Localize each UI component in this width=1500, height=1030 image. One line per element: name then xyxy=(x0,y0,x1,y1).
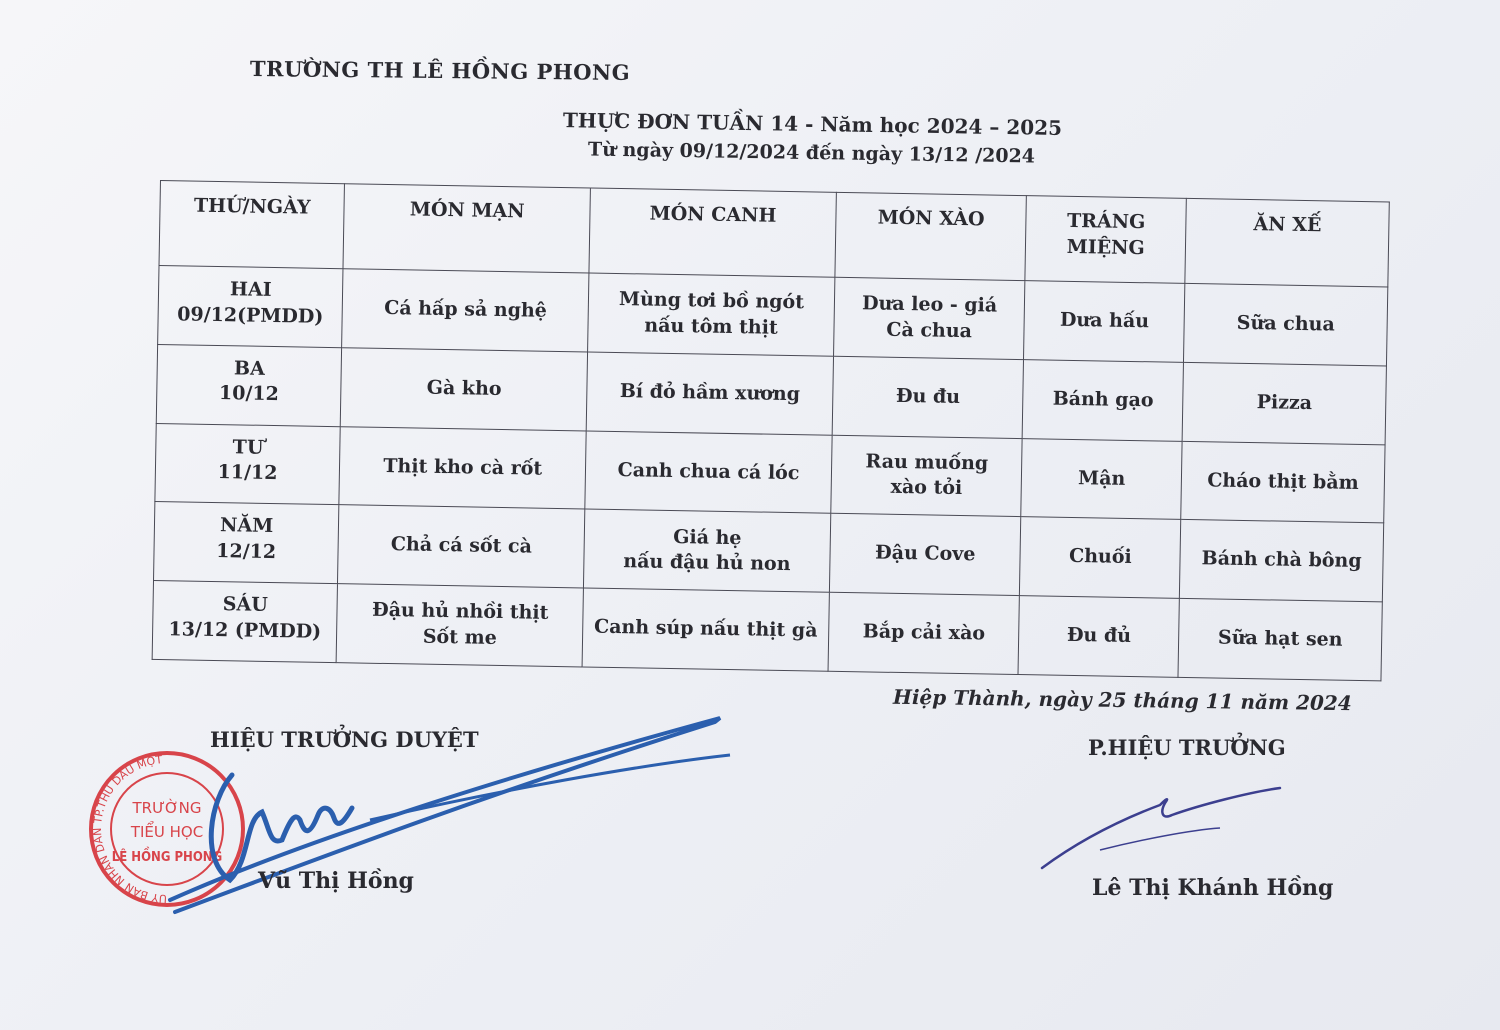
principal-title: HIỆU TRƯỞNG DUYỆT xyxy=(210,727,479,752)
vice-principal-name: Lê Thị Khánh Hồng xyxy=(1092,875,1334,901)
menu-table xyxy=(152,180,1390,681)
stir-fry-cell: Bắp cải xào xyxy=(828,592,1020,674)
header-soup: MÓN CANH xyxy=(589,188,836,277)
day-cell: TƯ 11/12 xyxy=(155,423,341,505)
soup-cell: Canh chua cá lóc xyxy=(585,431,832,514)
dessert-cell: Chuối xyxy=(1020,517,1181,599)
main-dish-cell: Đậu hủ nhồi thịt Sốt me xyxy=(336,584,583,667)
stamp-ring-text: UỶ BAN NHÂN DÂN TP.THỦ DẦU MỘT xyxy=(90,753,168,906)
header-day: THỨ/NGÀY xyxy=(159,181,345,269)
stir-fry-cell: Rau muống xào tỏi xyxy=(831,435,1023,517)
vice-principal-title: P.HIỆU TRƯỞNG xyxy=(1088,735,1286,760)
stir-fry-cell: Dưa leo - giá Cà chua xyxy=(833,277,1025,359)
header-stir-fry: MÓN XÀO xyxy=(835,192,1027,280)
school-stamp xyxy=(85,745,250,915)
stamp-line: LÊ HỒNG PHONG xyxy=(111,850,223,865)
stamp-line: TIỂU HỌC xyxy=(130,823,204,841)
day-cell: SÁU 13/12 (PMDD) xyxy=(152,581,338,663)
school-name: TRƯỜNG TH LÊ HỒNG PHONG xyxy=(249,56,631,85)
dessert-cell: Dưa hấu xyxy=(1024,281,1185,363)
main-dish-cell: Cá hấp sả nghệ xyxy=(342,269,589,352)
header-main-dish: MÓN MẠN xyxy=(343,184,590,273)
dessert-cell: Bánh gạo xyxy=(1023,359,1184,441)
menu-title: THỰC ĐƠN TUẦN 14 - Năm học 2024 – 2025 xyxy=(562,108,1063,140)
dessert-cell: Mận xyxy=(1021,438,1182,520)
header-dessert: TRÁNG MIỆNG xyxy=(1025,196,1186,284)
day-cell: BA 10/12 xyxy=(156,344,342,426)
stir-fry-cell: Đậu Cove xyxy=(829,514,1021,596)
signing-dateline: Hiệp Thành, ngày 25 tháng 11 năm 2024 xyxy=(892,684,1352,716)
snack-cell: Sữa chua xyxy=(1184,283,1388,365)
soup-cell: Canh súp nấu thịt gà xyxy=(582,588,829,671)
soup-cell: Mùng tơi bồ ngót nấu tôm thịt xyxy=(588,273,835,356)
snack-cell: Sữa hạt sen xyxy=(1178,599,1382,681)
soup-cell: Bí đỏ hầm xương xyxy=(586,352,833,435)
principal-name: Vũ Thị Hồng xyxy=(258,868,414,894)
menu-date-range: Từ ngày 09/12/2024 đến ngày 13/12 /2024 xyxy=(587,138,1036,168)
main-dish-cell: Chả cá sốt cà xyxy=(338,505,585,588)
snack-cell: Pizza xyxy=(1182,362,1386,444)
soup-cell: Giá hẹ nấu đậu hủ non xyxy=(584,509,831,592)
stamp-line: TRƯỜNG xyxy=(132,799,202,817)
snack-cell: Bánh chà bông xyxy=(1180,520,1384,602)
main-dish-cell: Thịt kho cà rốt xyxy=(339,426,586,509)
main-dish-cell: Gà kho xyxy=(341,347,588,430)
stir-fry-cell: Đu đu xyxy=(832,356,1024,438)
dessert-cell: Đu đủ xyxy=(1018,596,1179,678)
menu-table-wrapper xyxy=(151,180,1409,692)
snack-cell: Cháo thịt bằm xyxy=(1181,441,1385,523)
day-cell: HAI 09/12(PMDD) xyxy=(158,265,344,347)
day-cell: NĂM 12/12 xyxy=(154,502,340,584)
header-snack: ĂN XẾ xyxy=(1185,198,1389,287)
